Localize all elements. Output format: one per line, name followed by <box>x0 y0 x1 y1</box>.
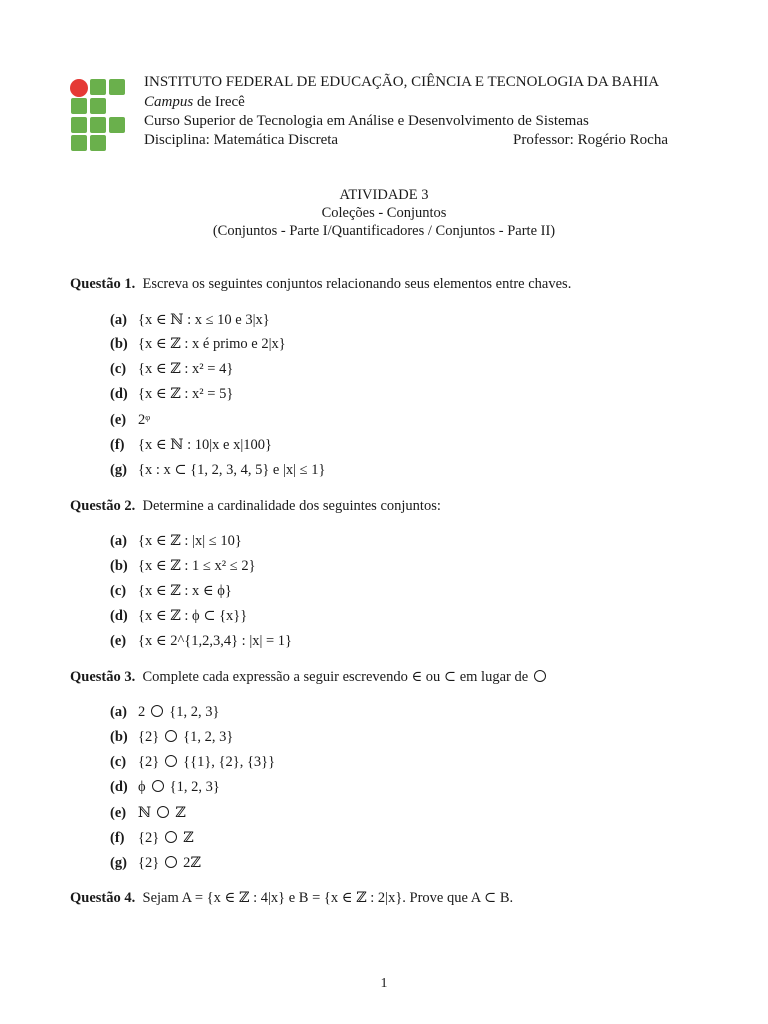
item-label: (a) <box>110 312 127 328</box>
item-label: (e) <box>110 805 127 821</box>
item-label: (e) <box>110 633 127 649</box>
list-item <box>110 385 233 403</box>
item-right: ℤ <box>175 805 186 821</box>
item-label: (a) <box>110 704 127 720</box>
item-expression: {x ∈ ℤ : x² = 5} <box>138 386 234 402</box>
logo-square <box>109 117 125 133</box>
blank-circle <box>165 831 177 843</box>
campus-line <box>144 93 245 112</box>
item-label: (e) <box>110 412 127 428</box>
logo-square <box>71 98 87 114</box>
item-left: {2} <box>138 754 160 770</box>
logo-square <box>90 98 106 114</box>
list-item <box>110 557 256 575</box>
item-expression: 2ᵠ <box>138 412 151 428</box>
discipline: Disciplina: Matemática Discreta <box>144 132 339 148</box>
question-1 <box>70 275 571 293</box>
blank-circle <box>165 755 177 767</box>
logo-square <box>90 79 106 95</box>
item-expression: {x : x ⊂ {1, 2, 3, 4, 5} e |x| ≤ 1} <box>138 462 326 478</box>
item-expression: {x ∈ ℤ : |x| ≤ 10} <box>138 533 242 549</box>
list-item <box>110 335 286 353</box>
logo-square <box>90 117 106 133</box>
question-2 <box>70 497 441 515</box>
course-name: Curso Superior de Tecnologia em Análise e Desenvolvimento de Sistemas <box>144 113 589 129</box>
list-item <box>110 778 220 796</box>
list-item <box>110 703 219 721</box>
list-item <box>110 436 272 454</box>
item-left: {2} <box>138 729 160 745</box>
item-right: {1, 2, 3} <box>169 704 220 720</box>
item-label: (a) <box>110 533 127 549</box>
blank-circle <box>151 705 163 717</box>
logo-red-circle <box>70 79 88 97</box>
item-expression: {x ∈ ℕ : 10|x e x|100} <box>138 437 272 453</box>
list-item <box>110 854 201 872</box>
item-label: (c) <box>110 583 127 599</box>
item-expression: {x ∈ ℤ : x ∈ ϕ} <box>138 583 232 599</box>
list-item <box>110 532 242 550</box>
list-item <box>110 461 325 479</box>
item-expression: {x ∈ ℤ : ϕ ⊂ {x}} <box>138 608 248 624</box>
list-item <box>110 753 275 771</box>
item-expression: {x ∈ ℤ : 1 ≤ x² ≤ 2} <box>138 558 256 574</box>
list-item <box>110 728 233 746</box>
item-label: (g) <box>110 462 127 478</box>
institution-name: INSTITUTO FEDERAL DE EDUCAÇÃO, CIÊNCIA E TECNOLOGIA DA BAHIA <box>144 74 660 90</box>
logo-square <box>71 135 87 151</box>
institution-logo <box>70 79 126 151</box>
item-expression: {x ∈ 2^{1,2,3,4} : |x| = 1} <box>138 633 293 649</box>
question-label: Questão 2. <box>70 498 136 514</box>
list-item <box>110 829 194 847</box>
blank-circle <box>165 730 177 742</box>
item-right: {1, 2, 3} <box>183 729 234 745</box>
item-right: {1, 2, 3} <box>169 779 220 795</box>
list-item <box>110 582 232 600</box>
item-label: (c) <box>110 754 127 770</box>
item-label: (g) <box>110 855 127 871</box>
item-label: (b) <box>110 336 128 352</box>
question-3 <box>70 668 552 686</box>
item-label: (b) <box>110 558 128 574</box>
logo-square <box>71 117 87 133</box>
logo-square <box>90 135 106 151</box>
activity-title: ATIVIDADE 3 <box>339 187 429 203</box>
activity-topics: (Conjuntos - Parte I/Quantificadores / Conjuntos - Parte II) <box>212 223 556 239</box>
question-label: Questão 3. <box>70 669 136 685</box>
question-text: Sejam A = {x ∈ ℤ : 4|x} e B = {x ∈ ℤ : 2|x}. Prove que A ⊂ B. <box>142 890 514 906</box>
question-label: Questão 4. <box>70 890 136 906</box>
page-number: 1 <box>380 976 388 991</box>
item-label: (d) <box>110 386 128 402</box>
question-text: Escreva os seguintes conjuntos relacionando seus elementos entre chaves. <box>142 276 572 292</box>
item-label: (f) <box>110 437 125 453</box>
item-right: 2ℤ <box>183 855 202 871</box>
item-left: ϕ <box>138 779 146 795</box>
blank-circle <box>534 670 546 682</box>
question-text: Determine a cardinalidade dos seguintes conjuntos: <box>142 498 441 514</box>
item-right: {{1}, {2}, {3}} <box>183 754 276 770</box>
item-right: ℤ <box>183 830 194 846</box>
question-label: Questão 1. <box>70 276 136 292</box>
item-expression: {x ∈ ℤ : x² = 4} <box>138 361 234 377</box>
activity-subtitle: Coleções - Conjuntos <box>321 205 447 221</box>
professor: Professor: Rogério Rocha <box>513 132 668 148</box>
campus-name: de Irecê <box>196 94 245 110</box>
blank-circle <box>157 806 169 818</box>
item-label: (c) <box>110 361 127 377</box>
blank-circle <box>152 780 164 792</box>
logo-square <box>109 79 125 95</box>
item-expression: {x ∈ ℕ : x ≤ 10 e 3|x} <box>138 312 270 328</box>
item-label: (f) <box>110 830 125 846</box>
campus-word: Campus <box>144 94 194 110</box>
item-left: 2 <box>138 704 146 720</box>
list-item <box>110 411 150 429</box>
item-expression: {x ∈ ℤ : x é primo e 2|x} <box>138 336 286 352</box>
list-item <box>110 632 292 650</box>
item-left: {2} <box>138 855 160 871</box>
list-item <box>110 360 233 378</box>
list-item <box>110 607 247 625</box>
blank-circle <box>165 856 177 868</box>
item-label: (d) <box>110 779 128 795</box>
item-left: ℕ <box>138 805 152 821</box>
item-label: (b) <box>110 729 128 745</box>
item-label: (d) <box>110 608 128 624</box>
list-item <box>110 311 270 329</box>
question-4 <box>70 889 513 907</box>
item-left: {2} <box>138 830 160 846</box>
list-item <box>110 804 186 822</box>
question-text: Complete cada expressão a seguir escrevendo ∈ ou ⊂ em lugar de <box>142 669 529 685</box>
